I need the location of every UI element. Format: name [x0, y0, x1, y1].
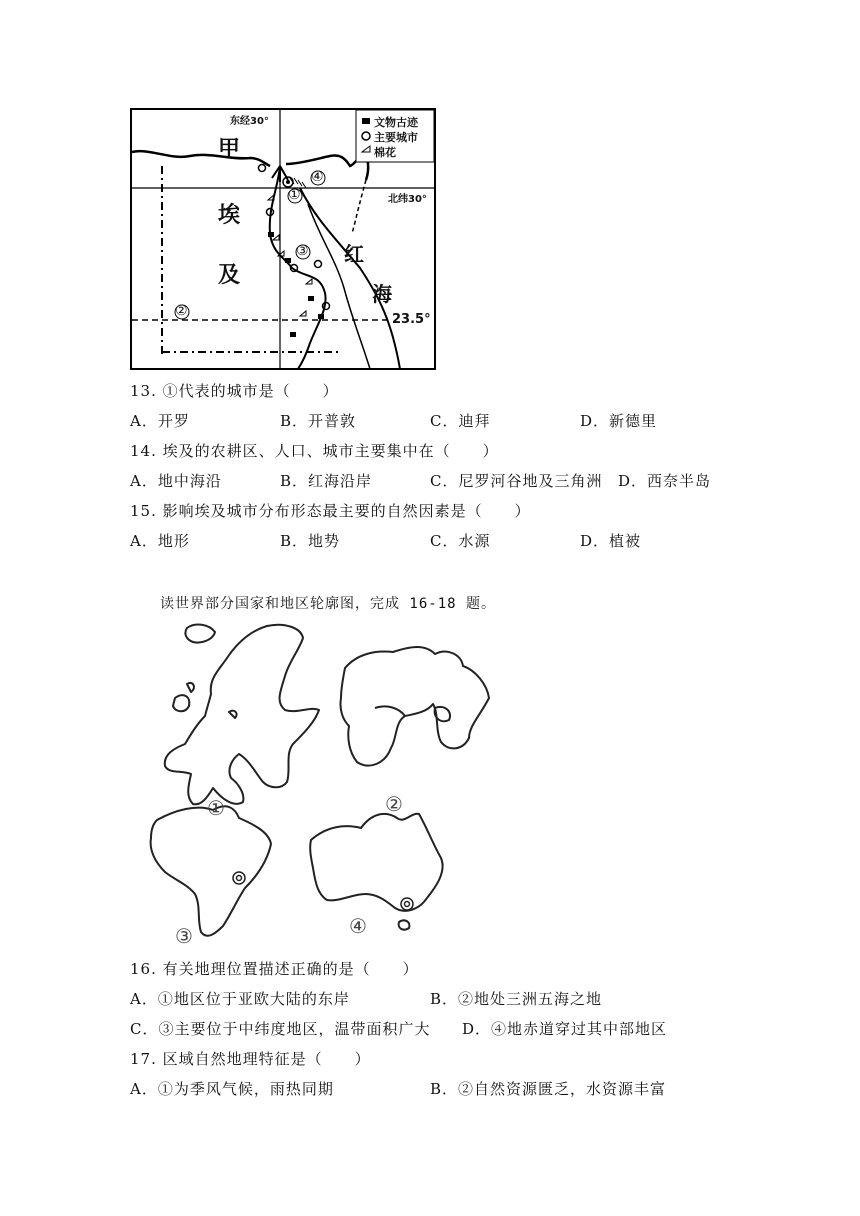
map-marker-4: ④	[311, 169, 324, 185]
latitude-30-label: 北纬30°	[388, 194, 427, 205]
middle-east-outline	[340, 647, 489, 766]
q17-option-a: A．①为季风气候，雨热同期	[130, 1080, 334, 1098]
q15-option-b: B．地势	[280, 532, 341, 550]
country-char-1: 甲	[218, 137, 241, 162]
egypt-map	[130, 108, 436, 370]
q13-option-b: B．开普敦	[280, 412, 357, 430]
map-marker-3: ③	[296, 243, 309, 259]
q15-option-a: A．地形	[130, 532, 190, 550]
q16-option-a: A．①地区位于亚欧大陆的东岸	[130, 990, 350, 1008]
q14-option-d: D．西奈半岛	[618, 472, 712, 490]
section-intro: 读世界部分国家和地区轮廓图，完成 16-18 题。	[160, 596, 496, 612]
map-marker-2: ②	[175, 303, 188, 319]
sea-char-1: 红	[344, 242, 364, 266]
q17-option-b: B．②自然资源匮乏，水资源丰富	[430, 1080, 667, 1098]
australia-outline	[310, 814, 442, 930]
legend-cotton-label: 棉花	[374, 146, 396, 159]
question-14-stem: 14. 埃及的农耕区、人口、城市主要集中在（ ）	[130, 442, 499, 460]
tropic-label: 23.5°	[392, 312, 431, 327]
map-marker-1: ①	[288, 187, 301, 203]
world-map-label-2: ②	[385, 792, 403, 816]
question-16-stem: 16. 有关地理位置描述正确的是（ ）	[130, 960, 419, 978]
q16-option-c: C．③主要位于中纬度地区，温带面积广大	[130, 1020, 431, 1038]
legend-city-label: 主要城市	[374, 131, 418, 144]
country-char-2: 埃	[218, 203, 241, 228]
q16-option-b: B．②地处三洲五海之地	[430, 990, 603, 1008]
question-15-stem: 15. 影响埃及城市分布形态最主要的自然因素是（ ）	[130, 502, 531, 520]
world-map-label-3: ③	[175, 924, 193, 948]
world-outline-maps	[135, 618, 505, 950]
q13-option-d: D．新德里	[580, 412, 658, 430]
q13-option-a: A．开罗	[130, 412, 190, 430]
q14-option-b: B．红海沿岸	[280, 472, 373, 490]
europe-outline	[165, 625, 319, 805]
longitude-label: 东经30°	[230, 116, 269, 127]
q14-option-c: C．尼罗河谷地及三角洲	[430, 472, 603, 490]
question-17-stem: 17. 区域自然地理特征是（ ）	[130, 1050, 371, 1068]
brazil-outline	[151, 806, 271, 935]
world-map-label-4: ④	[349, 914, 367, 938]
sea-char-2: 海	[372, 282, 392, 306]
country-char-3: 及	[218, 263, 241, 288]
q15-option-d: D．植被	[580, 532, 642, 550]
relic-icon	[362, 118, 370, 124]
question-13-stem: 13. ①代表的城市是（ ）	[130, 382, 339, 400]
q13-option-c: C．迪拜	[430, 412, 491, 430]
q16-option-d: D．④地赤道穿过其中部地区	[462, 1020, 668, 1038]
q15-option-c: C．水源	[430, 532, 491, 550]
world-map-label-1: ①	[207, 796, 225, 820]
q14-option-a: A．地中海沿	[130, 472, 222, 490]
legend-relic-label: 文物古迹	[374, 116, 418, 129]
